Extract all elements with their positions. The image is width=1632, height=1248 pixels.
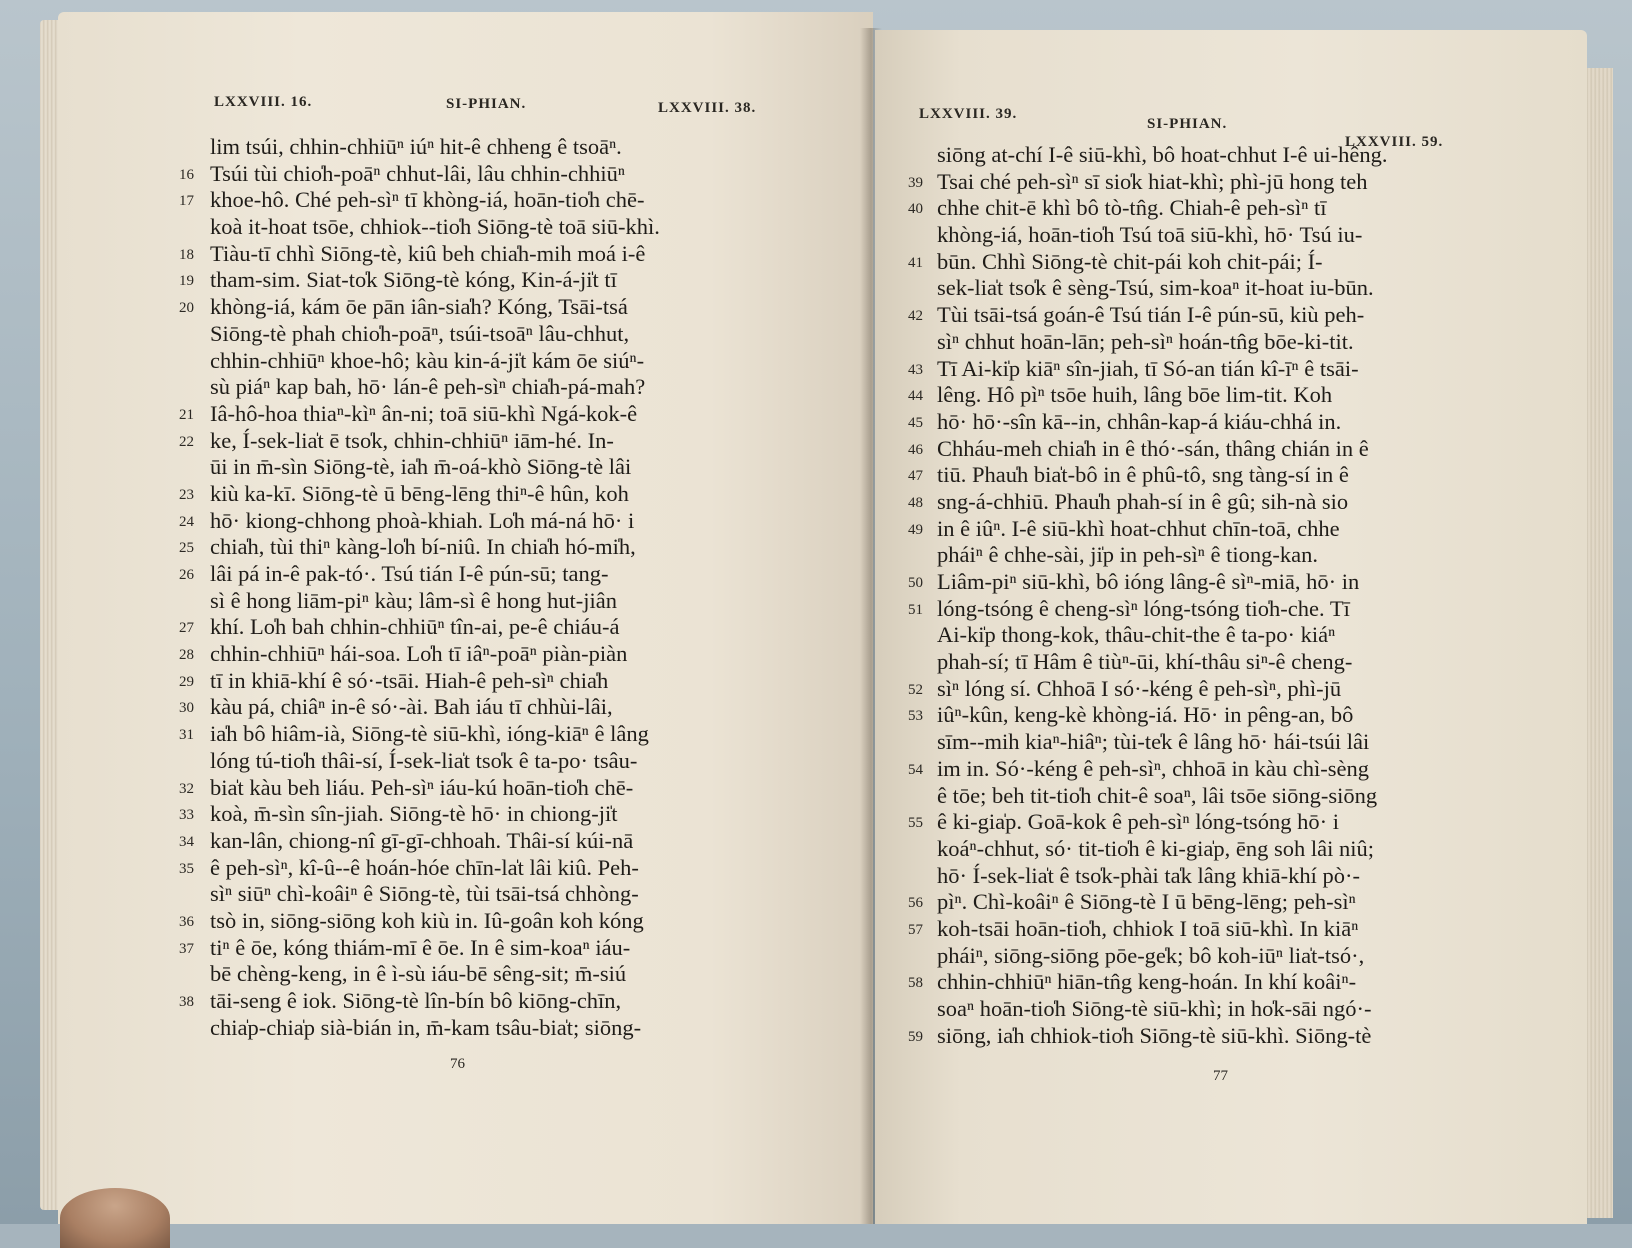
text-line — [897, 169, 1577, 196]
left-running-head-right: LXXVIII. 38. — [658, 100, 757, 116]
text-line — [170, 961, 860, 988]
text-line — [897, 195, 1577, 222]
verse-text: chia̍p-chia̍p sià-bián in, m̄-kam tsâu-bia̍t; siōng- — [210, 1014, 642, 1040]
verse-text: sù piáⁿ kap bah, hō· lán-ê peh-sìⁿ chia̍h-pá-mah? — [210, 374, 646, 400]
right-running-head-right: LXXVIII. 59. — [1345, 134, 1444, 150]
verse-text: lêng. Hô pìⁿ tsōe huih, lâng bōe lim-tit. Koh — [937, 382, 1333, 408]
text-line — [170, 881, 860, 908]
verse-text: lóng-tsóng ê cheng-sìⁿ lóng-tsóng tio̍h-che. Tī — [937, 595, 1350, 621]
verse-number: 27 — [179, 620, 194, 637]
verse-text: Tsai ché peh-sìⁿ sī sio̍k hiat-khì; phì-jū hong teh — [937, 168, 1368, 194]
text-line — [897, 249, 1577, 276]
verse-text: būn. Chhì Siōng-tè chit-pái koh chit-pái; Í- — [937, 248, 1323, 274]
verse-text: sīm--mih kiaⁿ-hiâⁿ; tùi-te̍k ê lâng hō· hái-tsúi lâi — [937, 729, 1370, 755]
verse-text: siōng, ia̍h chhiok-tio̍h Siōng-tè siū-khì. Siōng-tè — [937, 1022, 1372, 1048]
text-line — [897, 516, 1577, 543]
right-folio: 77 — [1213, 1068, 1228, 1084]
text-line — [170, 748, 860, 775]
text-line — [170, 1015, 860, 1042]
text-line — [897, 702, 1577, 729]
text-line — [897, 302, 1577, 329]
verse-text: pìⁿ. Chì-koâiⁿ ê Siōng-tè I ū bēng-lēng; peh-sìⁿ — [937, 889, 1356, 915]
verse-text: sng-á-chhiū. Phau̍h phah-sí in ê gû; sih-nà sio — [937, 488, 1349, 514]
verse-number: 18 — [179, 246, 194, 263]
verse-text: chia̍h, tùi thiⁿ kàng-lo̍h bí-niû. In chia̍h hó-mi̍h, — [210, 534, 636, 560]
text-line — [897, 356, 1577, 383]
verse-text: tāi-seng ê iok. Siōng-tè lîn-bín bô kiōng-chīn, — [210, 988, 622, 1013]
verse-text: sek-lia̍t tso̍k ê sèng-Tsú, sim-koaⁿ it-hoat iu-būn. — [937, 275, 1374, 301]
text-line — [170, 294, 860, 321]
verse-number: 25 — [179, 540, 194, 557]
text-line — [897, 569, 1577, 596]
text-line — [170, 534, 860, 561]
verse-number: 36 — [179, 913, 194, 930]
verse-text: Tiàu-tī chhì Siōng-tè, kiû beh chia̍h-mih moá i-ê — [210, 240, 646, 266]
left-running-head-center: SI-PHIAN. — [446, 96, 527, 112]
verse-number: 23 — [179, 486, 194, 503]
text-line — [170, 828, 860, 855]
text-line — [897, 275, 1577, 302]
verse-number: 58 — [908, 975, 923, 992]
verse-text: lâi pá in-ê pak-tó·. Tsú tián I-ê pún-sū; tang- — [210, 561, 609, 586]
text-line — [170, 561, 860, 588]
verse-text: tī in khiā-khí ê só·-tsāi. Hiah-ê peh-sìⁿ chia̍h — [210, 667, 609, 693]
verse-text: lóng tú-tio̍h thâi-sí, Í-sek-lia̍t tso̍k ê ta-po· tsâu- — [210, 747, 638, 773]
verse-number: 41 — [908, 254, 923, 271]
verse-number: 54 — [908, 761, 923, 778]
text-line — [170, 187, 860, 214]
text-line — [897, 329, 1577, 356]
verse-number: 26 — [179, 567, 194, 583]
verse-number: 59 — [908, 1028, 923, 1045]
text-line — [170, 988, 860, 1015]
verse-number: 35 — [179, 860, 194, 877]
verse-number: 34 — [179, 833, 194, 850]
verse-text: koà, m̄-sìn sîn-jiah. Siōng-tè hō· in chiong-ji̍t — [210, 801, 618, 827]
verse-text: hō· kiong-chhong phoà-khiah. Lo̍h má-ná hō· i — [210, 507, 635, 533]
verse-text: khòng-iá, kám ōe pān iân-sia̍h? Kóng, Tsāi-tsá — [210, 294, 628, 320]
verse-number: 32 — [179, 780, 194, 797]
verse-number: 43 — [908, 361, 923, 378]
verse-number: 30 — [179, 700, 194, 717]
verse-number: 38 — [179, 994, 194, 1010]
verse-text: hō· hō·-sîn kā--in, chhân-kap-á kiáu-chhá in. — [937, 408, 1342, 434]
text-line — [897, 863, 1577, 890]
verse-text: sìⁿ lóng sí. Chhoā I só·-kéng ê peh-sìⁿ, phì-jū — [937, 675, 1342, 701]
verse-text: pháiⁿ ê chhe-sài, ji̍p in peh-sìⁿ ê tiong-kan. — [937, 542, 1318, 568]
text-line — [897, 916, 1577, 943]
text-line — [897, 943, 1577, 970]
verse-text: kàu pá, chiâⁿ in-ê só·-ài. Bah iáu tī chhùi-lâi, — [210, 694, 613, 720]
verse-text: bē chèng-keng, in ê ì-sù iáu-bē sêng-sit; m̄-siú — [210, 961, 627, 987]
text-line — [897, 436, 1577, 463]
left-text-block — [170, 134, 860, 1041]
text-line — [170, 348, 860, 375]
verse-text: hō· Í-sek-lia̍t ê tso̍k-phài ta̍k lâng khiā-khí pò·- — [937, 862, 1360, 888]
verse-text: Chháu-meh chia̍h in ê thó·-sán, thâng chián in ê — [937, 435, 1369, 461]
verse-text: khí. Lo̍h bah chhin-chhiūⁿ tîn-ai, pe-ê chiáu-á — [210, 614, 620, 640]
verse-text: khòng-iá, hoān-tio̍h Tsú toā siū-khì, hō· Tsú iu- — [937, 222, 1363, 248]
verse-number: 37 — [179, 940, 194, 957]
verse-text: chhe chit-ē khì bô tò-tn̂g. Chiah-ê peh-sìⁿ tī — [937, 195, 1327, 221]
verse-number: 21 — [179, 406, 194, 423]
text-line — [897, 729, 1577, 756]
verse-number: 42 — [908, 308, 923, 325]
verse-number: 33 — [179, 807, 194, 824]
text-line — [170, 668, 860, 695]
verse-number: 44 — [908, 388, 923, 405]
verse-number: 47 — [908, 468, 923, 485]
verse-text: Tsúi tùi chio̍h-poāⁿ chhut-lâi, lâu chhin-chhiūⁿ — [210, 160, 625, 186]
verse-text: Tī Ai-ki̍p kiāⁿ sîn-jiah, tī Só-an tián kî-īⁿ ê tsāi- — [937, 355, 1359, 381]
text-line — [170, 588, 860, 615]
text-line — [897, 409, 1577, 436]
verse-text: ê tōe; beh tit-tio̍h chit-ê soaⁿ, lâi tsōe siōng-siōng — [937, 782, 1378, 808]
right-page-edges — [1587, 68, 1613, 1218]
verse-text: im in. Só·-kéng ê peh-sìⁿ, chhoā in kàu chì-sèng — [937, 755, 1369, 781]
text-line — [170, 267, 860, 294]
verse-text: koà it-hoat tsōe, chhiok--tio̍h Siōng-tè toā siū-khì. — [210, 214, 660, 240]
verse-number: 55 — [908, 815, 923, 832]
verse-text: kiù ka-kī. Siōng-tè ū bēng-lēng thiⁿ-ê hûn, koh — [210, 480, 629, 506]
verse-text: tham-sim. Siat-to̍k Siōng-tè kóng, Kin-á-ji̍t tī — [210, 267, 617, 293]
text-line — [170, 374, 860, 401]
verse-text: siōng at-chí I-ê siū-khì, bô hoat-chhut I-ê ui-hêng. — [937, 142, 1388, 167]
open-book — [40, 8, 1615, 1224]
left-folio: 76 — [450, 1056, 465, 1072]
verse-text: tsò in, siōng-siōng koh kiù in. Iû-goân koh kóng — [210, 907, 644, 933]
text-line — [170, 935, 860, 962]
verse-text: chhin-chhiūⁿ khoe-hô; kàu kin-á-ji̍t kám ōe siúⁿ- — [210, 347, 645, 373]
verse-number: 40 — [908, 201, 923, 218]
text-line — [897, 996, 1577, 1023]
text-line — [170, 454, 860, 481]
text-line — [170, 321, 860, 348]
verse-text: sì ê hong liām-piⁿ kàu; lâm-sì ê hong hut-jiân — [210, 587, 618, 613]
text-line — [170, 214, 860, 241]
verse-number: 19 — [179, 273, 194, 290]
verse-number: 52 — [908, 681, 923, 698]
verse-text: ke, Í-sek-lia̍t ē tso̍k, chhin-chhiūⁿ iām-hé. In- — [210, 427, 614, 453]
text-line — [897, 142, 1577, 169]
text-line — [170, 721, 860, 748]
verse-text: lim tsúi, chhin-chhiūⁿ iúⁿ hit-ê chheng ê tsoāⁿ. — [210, 134, 622, 159]
verse-number: 24 — [179, 513, 194, 530]
verse-number: 28 — [179, 647, 194, 664]
right-page — [875, 30, 1587, 1224]
text-line — [170, 801, 860, 828]
text-line — [897, 969, 1577, 996]
verse-text: sìⁿ siūⁿ chì-koâiⁿ ê Siōng-tè, tùi tsāi-tsá chhòng- — [210, 881, 639, 907]
text-line — [170, 908, 860, 935]
verse-text: chhin-chhiūⁿ hái-soa. Lo̍h tī iâⁿ-poāⁿ piàn-piàn — [210, 641, 628, 667]
text-line — [170, 241, 860, 268]
verse-text: soaⁿ hoān-tio̍h Siōng-tè siū-khì; in ho̍k-sāi ngó·- — [937, 996, 1372, 1021]
verse-text: ê peh-sìⁿ, kî-û--ê hoán-hóe chīn-la̍t lâi kiû. Peh- — [210, 854, 639, 880]
text-line — [897, 622, 1577, 649]
verse-number: 51 — [908, 601, 923, 618]
text-line — [170, 614, 860, 641]
verse-text: Siōng-tè phah chio̍h-poāⁿ, tsúi-tsoāⁿ lâu-chhut, — [210, 320, 630, 346]
verse-text: pháiⁿ, siōng-siōng pōe-ge̍k; bô koh-iūⁿ lia̍t-tsó·, — [937, 942, 1365, 968]
verse-number: 29 — [179, 673, 194, 690]
text-line — [897, 889, 1577, 916]
verse-text: kan-lân, chiong-nî gī-gī-chhoah. Thâi-sí kúi-nā — [210, 827, 634, 853]
verse-text: ia̍h bô hiâm-ià, Siōng-tè siū-khì, ióng-kiāⁿ ê lâng — [210, 721, 649, 747]
text-line — [897, 809, 1577, 836]
thumb — [60, 1188, 170, 1248]
verse-number: 46 — [908, 441, 923, 458]
text-line — [897, 462, 1577, 489]
verse-number: 49 — [908, 521, 923, 538]
verse-number: 53 — [908, 708, 923, 725]
text-line — [170, 775, 860, 802]
verse-number: 45 — [908, 414, 923, 431]
verse-text: in ê iûⁿ. I-ê siū-khì hoat-chhut chīn-toā, chhe — [937, 515, 1340, 541]
verse-number: 20 — [179, 300, 194, 317]
verse-number: 57 — [908, 921, 923, 938]
verse-text: bia̍t kàu beh liáu. Peh-sìⁿ iáu-kú hoān-tio̍h chē- — [210, 774, 634, 800]
left-page — [58, 12, 873, 1224]
right-running-head-left: LXXVIII. 39. — [919, 106, 1018, 122]
verse-text: koh-tsāi hoān-tio̍h, chhiok I toā siū-khì. In kiāⁿ — [937, 915, 1359, 941]
text-line — [897, 836, 1577, 863]
verse-text: phah-sí; tī Hâm ê tiùⁿ-ūi, khí-thâu siⁿ-ê cheng- — [937, 649, 1353, 675]
text-line — [897, 222, 1577, 249]
verse-number: 48 — [908, 494, 923, 511]
verse-text: koáⁿ-chhut, só· tit-tio̍h ê ki-gia̍p, ēng soh lâi niû; — [937, 835, 1375, 861]
text-line — [897, 542, 1577, 569]
verse-number: 17 — [179, 193, 194, 210]
verse-number: 16 — [179, 166, 194, 183]
verse-number: 22 — [179, 433, 194, 450]
text-line — [897, 649, 1577, 676]
text-line — [170, 508, 860, 535]
verse-text: Liâm-piⁿ siū-khì, bô ióng lâng-ê sìⁿ-miā, hō· in — [937, 569, 1360, 594]
verse-text: Iâ-hô-hoa thiaⁿ-kìⁿ ân-ni; toā siū-khì Ngá-kok-ê — [210, 400, 638, 426]
text-line — [170, 641, 860, 668]
right-text-block — [897, 142, 1577, 1049]
verse-text: ūi in m̄-sìn Siōng-tè, ia̍h m̄-oá-khò Siōng-tè lâi — [210, 454, 632, 480]
verse-text: chhin-chhiūⁿ hiān-tn̂g keng-hoán. In khí koâiⁿ- — [937, 969, 1357, 995]
text-line — [897, 756, 1577, 783]
verse-number: 50 — [908, 575, 923, 591]
verse-text: khoe-hô. Ché peh-sìⁿ tī khòng-iá, hoān-tio̍h chē- — [210, 187, 645, 213]
verse-text: iûⁿ-kûn, keng-kè khòng-iá. Hō· in pêng-an, bô — [937, 702, 1354, 728]
verse-number: 31 — [179, 727, 194, 744]
right-running-head-center: SI-PHIAN. — [1147, 116, 1228, 132]
text-line — [170, 401, 860, 428]
text-line — [897, 382, 1577, 409]
verse-text: tiⁿ ê ōe, kóng thiám-mī ê ōe. In ê sim-koaⁿ iáu- — [210, 934, 631, 960]
text-line — [170, 694, 860, 721]
text-line — [170, 428, 860, 455]
text-line — [897, 676, 1577, 703]
text-line — [897, 596, 1577, 623]
verse-text: ê ki-gia̍p. Goā-kok ê peh-sìⁿ lóng-tsóng hō· i — [937, 809, 1340, 835]
left-running-head-left: LXXVIII. 16. — [214, 94, 313, 110]
text-line — [170, 481, 860, 508]
text-line — [170, 134, 860, 161]
verse-number: 39 — [908, 174, 923, 191]
verse-text: Ai-ki̍p thong-kok, thâu-chit-the ê ta-po· kiáⁿ — [937, 622, 1336, 648]
verse-number: 56 — [908, 895, 923, 912]
text-line — [170, 161, 860, 188]
verse-text: Tùi tsāi-tsá goán-ê Tsú tián I-ê pún-sū, kiù peh- — [937, 302, 1365, 328]
verse-text: sìⁿ chhut hoān-lān; peh-sìⁿ hoán-tn̂g bōe-ki-tit. — [937, 328, 1354, 354]
text-line — [170, 855, 860, 882]
text-line — [897, 1023, 1577, 1050]
text-line — [897, 489, 1577, 516]
verse-text: tiū. Phau̍h bia̍t-bô in ê phû-tô, sng tàng-sí in ê — [937, 462, 1349, 488]
text-line — [897, 783, 1577, 810]
